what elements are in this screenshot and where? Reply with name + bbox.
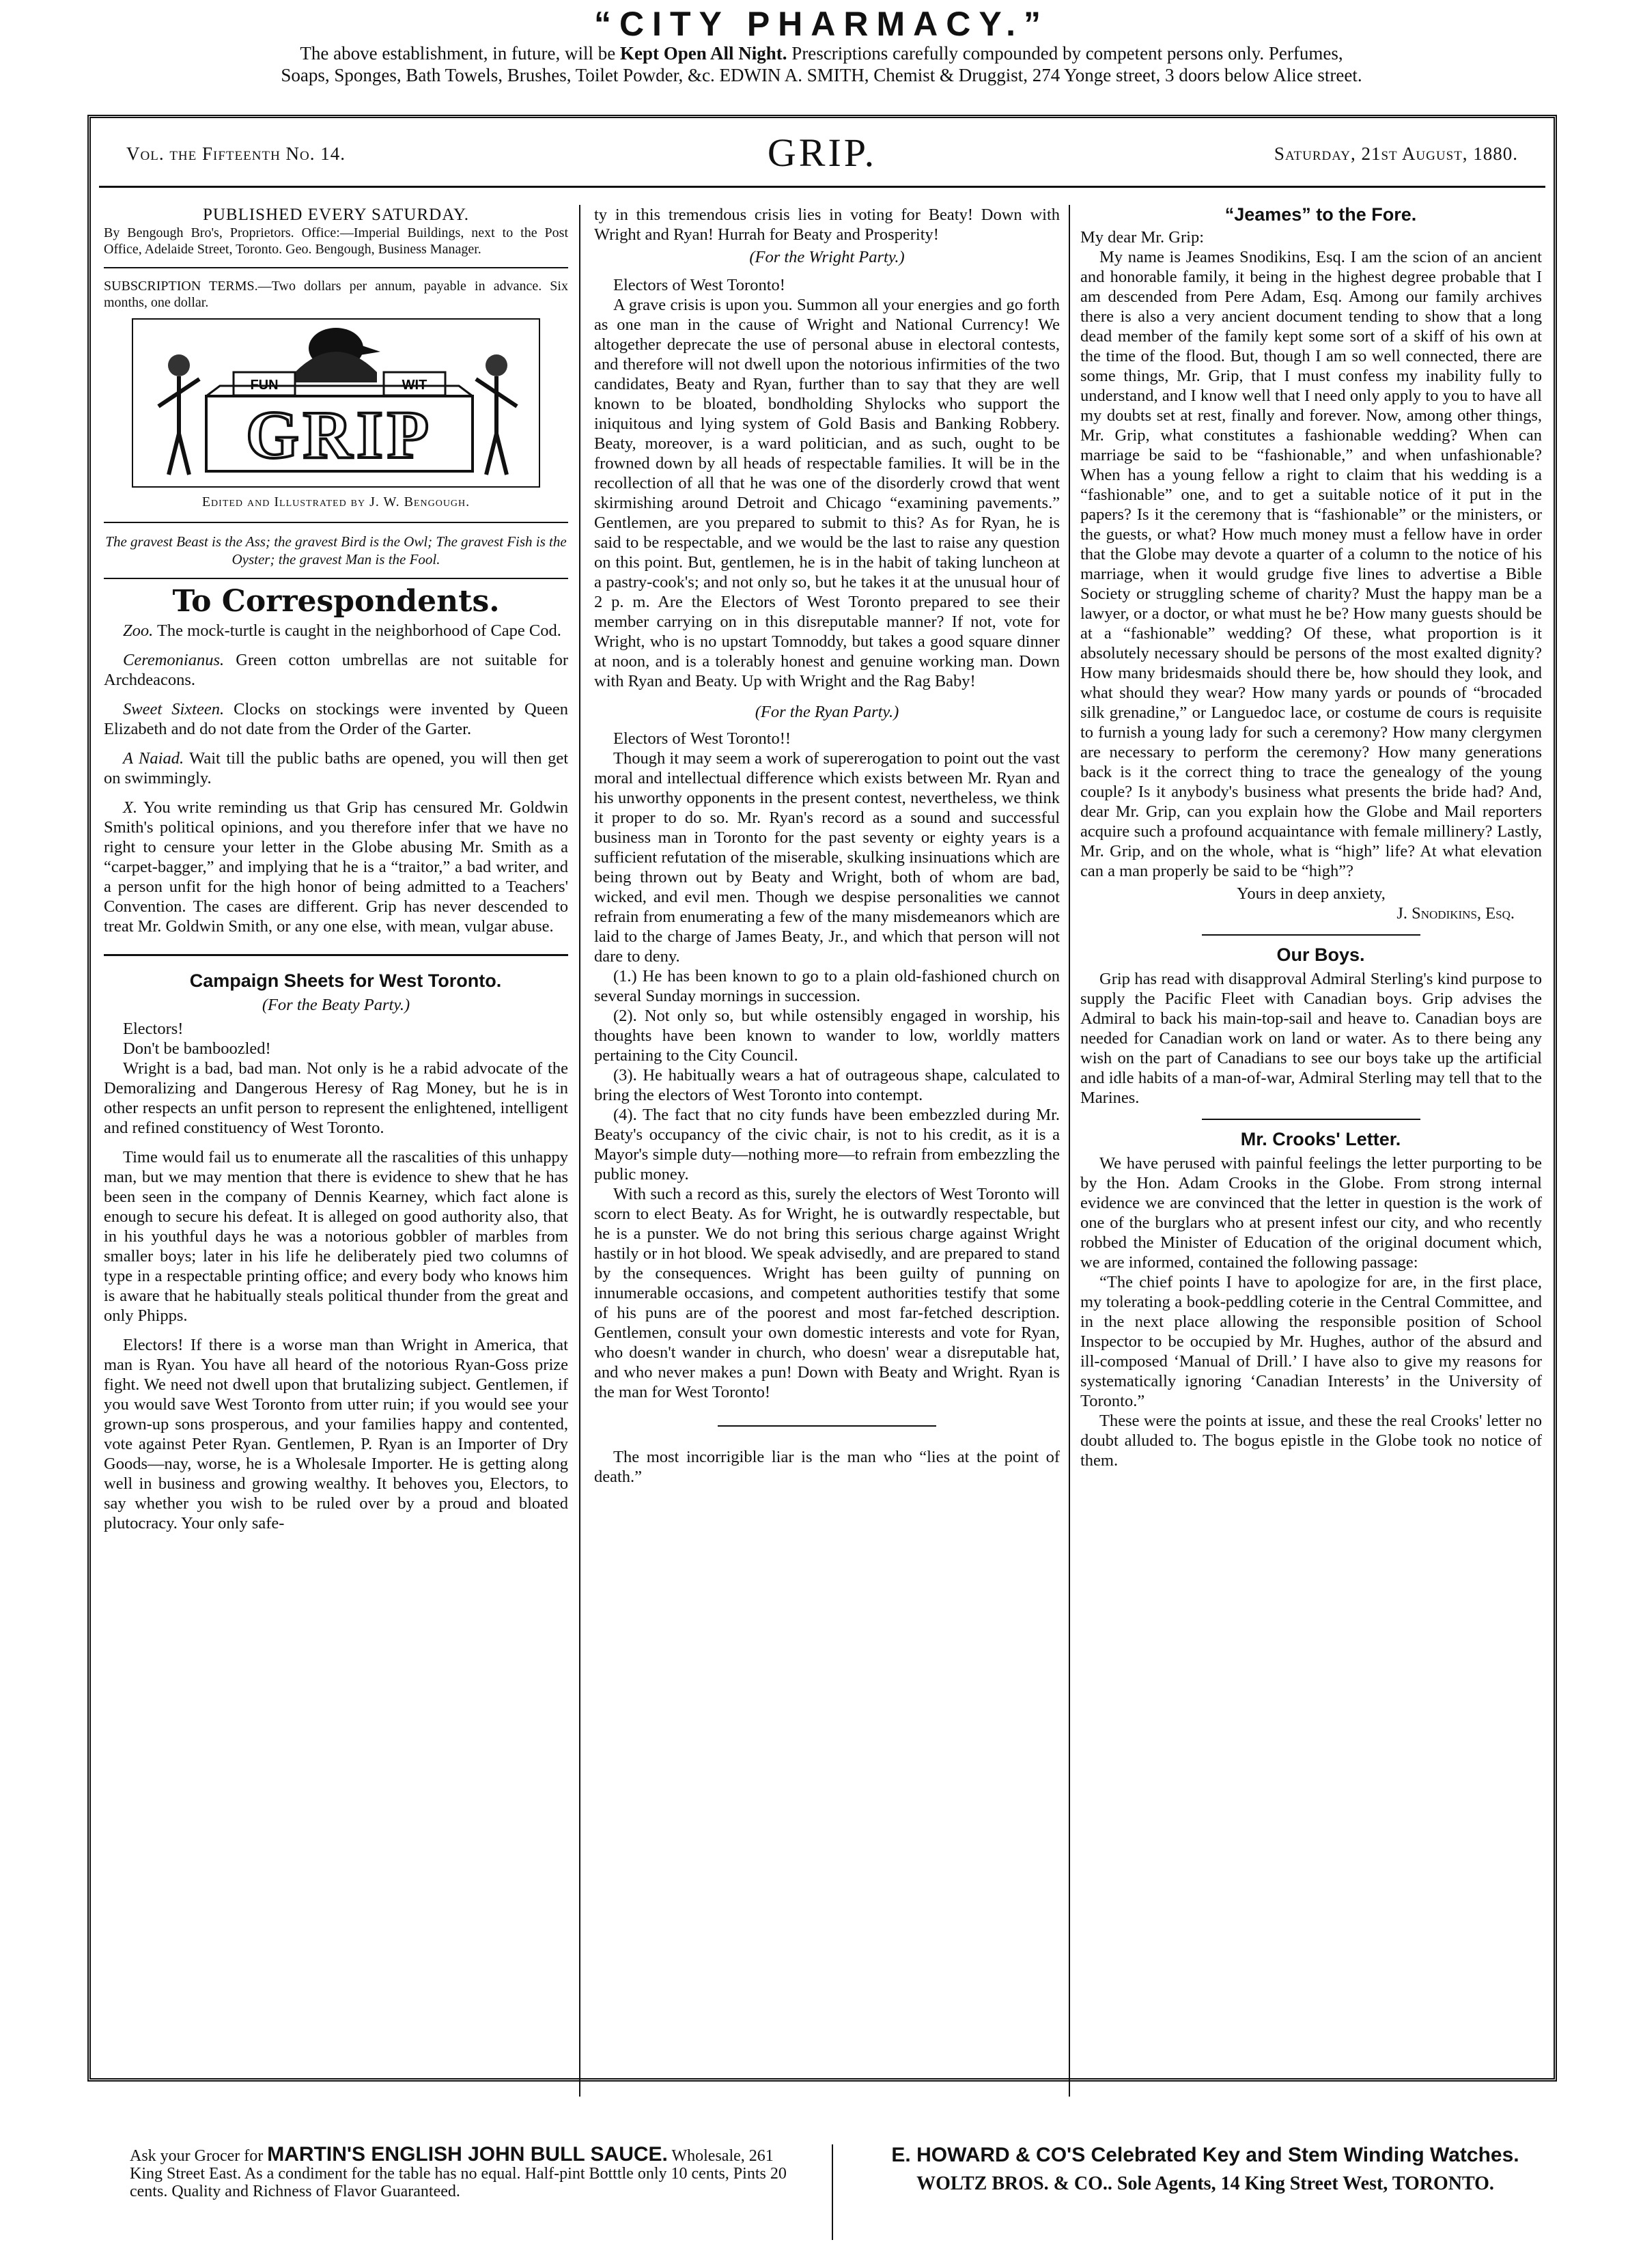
ryan-item: (2). Not only so, but while ostensibly engaged in worship, his thoughts have been known to wander to low, worldly matters pertaining to the City Council. xyxy=(594,1007,1060,1065)
campaign-heading: Campaign Sheets for West Toronto. xyxy=(189,970,502,991)
masthead xyxy=(99,130,1545,178)
corr-text: You write reminding us that Grip has censured Mr. Goldwin Smith's political opinions, and you therefore infer that we have no right to censure your letter in the Globe abusing Mr. Smith as a “carpet-bagger,” and implying that he is a “traitor,” a bad writer, and a person unfit for the high honor of being admitted to a Teachers' Convention. The cases are different. Grip has never descended to treat Mr. Goldwin Smith, or any one else, with mean, vulgar abuse. xyxy=(104,798,568,936)
column-3 xyxy=(1080,205,1542,1470)
corr-who: Zoo. xyxy=(123,621,154,640)
ryan-party-subhead: (For the Ryan Party.) xyxy=(755,703,899,721)
corr-who: Ceremonianus. xyxy=(123,651,225,669)
corr-item xyxy=(104,798,568,936)
corr-text: Green cotton umbrellas are not suitable for Archdeacons. xyxy=(104,651,568,689)
watch-ad-title: E. HOWARD & CO'S Celebrated Key and Stem Winding Watches. xyxy=(891,2144,1519,2166)
column-divider-1 xyxy=(579,205,580,2097)
published-notice: PUBLISHED EVERY SATURDAY. xyxy=(202,206,470,224)
closing: Yours in deep anxiety, xyxy=(1237,884,1386,903)
divider xyxy=(104,954,568,956)
sauce-ad-details: Wholesale, 261 King Street East. As a condiment for the table has no equal. Half-pint Botttle only 10 cents, Pints 20 cents. Quality and Richness of Flavor Guaranteed. xyxy=(130,2147,787,2200)
electors-line: Electors of West Toronto! xyxy=(613,276,785,294)
divider xyxy=(1202,934,1420,936)
corr-item xyxy=(104,621,568,641)
crooks-paragraph-1: We have perused with painful feelings the letter purporting to be by the Hon. Adam Crooks in the Globe. From strong internal evidence we are convinced that the letter in question is the work of one of the burglars who at present infest our city, and who recently robbed the Minister of Education of the original document which, we are informed, contained the following passage: xyxy=(1080,1154,1542,1272)
sauce-advertisement xyxy=(130,2143,799,2200)
crooks-heading: Mr. Crooks' Letter. xyxy=(1240,1129,1401,1149)
pharmacy-text-c: Prescriptions carefully compounded by competent persons only. Perfumes, xyxy=(787,43,1343,64)
grip-logo-illustration xyxy=(131,318,541,488)
our-boys-paragraph: Grip has read with disapproval Admiral Sterling's kind purpose to supply the Pacific Fleet with Canadian boys. Grip advises the Admiral to back his main-top-sail and heave to. Canadian boys are needed for Canadian work on land or water. As to there being any wish on the part of Canadians to see our boys take up the artificial and idle habits of a man-of-war, Admiral Sterling may tell that to the Marines. xyxy=(1080,970,1542,1107)
ryan-item: (4). The fact that no city funds have been embezzled during Mr. Beaty's occupancy of the civic chair, is not to his credit, as it is a Mayor's simple duty—nothing more—to refrain from embezzling the public money. xyxy=(594,1106,1060,1184)
newspaper-title: GRIP. xyxy=(767,130,877,175)
volume-number: Vol. the Fifteenth No. 14. xyxy=(126,143,346,164)
logo-fun-label: FUN xyxy=(250,378,279,393)
bamboozled-line: Don't be bamboozled! xyxy=(123,1039,271,1058)
logo-caption: Edited and Illustrated by J. W. Bengough. xyxy=(201,494,471,509)
corr-text: The mock-turtle is caught in the neighborhood of Cape Cod. xyxy=(153,621,561,640)
electors-line: Electors of West Toronto!! xyxy=(613,729,791,748)
corr-item xyxy=(104,650,568,690)
electors-line: Electors! xyxy=(123,1020,184,1038)
subscription-terms: SUBSCRIPTION TERMS.—Two dollars per annum, payable in advance. Six months, one dollar. xyxy=(104,279,568,310)
logo-grip-word: GRIP xyxy=(246,397,433,473)
watch-advertisement xyxy=(847,2144,1564,2195)
sauce-ad-intro: Ask your Grocer for xyxy=(130,2147,268,2165)
column-2 xyxy=(594,205,1060,1487)
jeames-paragraph: My name is Jeames Snodikins, Esq. I am the scion of an ancient and honorable family, it being in the highest degree probable that I am descended from Pere Adam, Esq. Among our family archives there is also a very ancient document tending to show that a long dead member of the family kept some sort of a skiff of his own at the time of the flood. But, though I am so well connected, there are some things, Mr. Grip, that I must confess my inability fully to understand, and I know well that I need only apply to you to have all my doubts set at rest, finally and forever. Now, among other things, Mr. Grip, what constitutes a fashionable wedding? When can marriage be said to be “fashionable,” and when unfashionable? When has a young fellow a right to claim that his wedding is a “fashionable” one, and to get a suitable notice of it put in the papers? Is it the ceremony that is “fashionable” or the ministers, or the guests, or what? How much money must a fellow have in order that the Globe may devote a quarter of a column to the notice of his marriage, when it would grudge five lines to advertise a Bible Society or struggling scheme of charity? Must the happy man be a lawyer, or a doctor, or what must he be? How many guests should be at a “fashionable” wedding? Of these, what proportion is it absolutely necessary should be persons of the most exalted dignity? How many bridesmaids should there be, how should they look, and what should they wear? How many yards or pounds of “brocaded silk grenadine,” or Languedoc lace, or costume de cours is requisite to furnish a young lady for such a ceremony? How many clergymen are necessary to perform the ceremony? How many generations back is it the correct thing to trace the genealogy of the young couple? Is it anybody's business what presents the bride had? And, dear Mr. Grip, can you explain how the Globe and Mail reporters acquire such a profound acquaintance with female millinery? Lastly, Mr. Grip, and on the whole, what is “high” life? At what elevation can a man properly be said to be “high”? xyxy=(1080,248,1542,880)
sauce-ad-brand: MARTIN'S ENGLISH JOHN BULL SAUCE. xyxy=(267,2143,668,2166)
jeames-heading: “Jeames” to the Fore. xyxy=(1224,204,1417,225)
ryan-item: (1.) He has been known to go to a plain old-fashioned church on several Sunday mornings in succession. xyxy=(594,967,1060,1005)
divider xyxy=(1202,1119,1420,1120)
pharmacy-line-2: Soaps, Sponges, Bath Towels, Brushes, Toilet Powder, &c. EDWIN A. SMITH, Chemist & Druggist, 274 Yonge street, 3 doors below Alice street. xyxy=(281,65,1362,85)
wright-paragraph: A grave crisis is upon you. Summon all your energies and go forth as one man in the cause of Wright and National Currency! We altogether deprecate the use of personal abuse in electoral contests, and therefore will not dwell upon the notorious infirmities of the two candidates, Beaty and Ryan, further than to say that they are well known to be bloated, bondholding Shylocks who support the iniquitous and lying system of Gold Basis and Banking Robbery. Beaty, moreover, is a ward politician, and as such, ought to be frowned down by all heads of respectable families. It will be in the recollection of all that he was one of the disorderly crowd that went skirmishing around Detroit and Chicago “examining pavements.” Gentlemen, are you prepared to submit to this? As for Ryan, he is said to be respectable, and we would be the last to raise any question on this point. But, gentlemen, he is in the habit of taking luncheon at a pastry-cook's; and not only so, but he takes it at the unusual hour of 2 p. m. Are the Electors of West Toronto prepared to see their member carrying on in this disreputable manner? If not, vote for Wright, who is no upstart Tomnoddy, but takes a good square dinner at noon, and is a tolerably honest and genuine working man. Down with Ryan and Beaty. Up with Wright and the Rag Baby! xyxy=(594,296,1060,690)
top-advertisement xyxy=(27,5,1616,86)
our-boys-heading: Our Boys. xyxy=(1276,944,1365,965)
ryan-item: (3). He habitually wears a hat of outrageous shape, calculated to bring the electors of West Toronto into contempt. xyxy=(594,1066,1060,1104)
divider xyxy=(104,267,568,268)
salutation: My dear Mr. Grip: xyxy=(1080,228,1204,247)
pharmacy-headline: “CITY PHARMACY.” xyxy=(593,5,1050,43)
grip-logo-icon xyxy=(131,318,541,488)
corr-text: Wait till the public baths are opened, you will then get on swimmingly. xyxy=(104,749,568,787)
pharmacy-line-1 xyxy=(27,42,1616,64)
logo-wit-label: WIT xyxy=(402,378,427,393)
ryan-paragraph-2: With such a record as this, surely the electors of West Toronto will scorn to elect Beaty. As for Wright, he is outwardly respectable, but he is a punster. We do not bring this serious charge against Wright hastily or in hot blood. We speak advisedly, and are prepared to stand by the consequences. Wright has been guilty of punning on innumerable occasions, and competent authorities testify that some of his puns are of the poorest and most far-fetched description. Gentlemen, consult your own domestic interests and vote for Ryan, who doesn't wander in church, who doesn' wear a disreputable hat, and who never makes a pun! Down with Beaty and Wright. Ryan is the man for West Toronto! xyxy=(594,1185,1060,1401)
crooks-quote: “The chief points I have to apologize for are, in the first place, my tolerating a book-peddling coterie in the Central Committee, and in the next place allowing the responsible position of School Inspector to be occupied by Mr. Hughes, author of the absurd and ill-composed ‘Manual of Drill.’ I have also to give my reasons for systematically ignoring ‘Canadian Interests’ in the University of Toronto.” xyxy=(1080,1273,1542,1410)
divider xyxy=(104,578,568,579)
corr-text: Clocks on stockings were invented by Queen Elizabeth and do not date from the Order of the Garter. xyxy=(104,700,568,738)
signature: J. Snodikins, Esq. xyxy=(1396,904,1515,923)
beaty-paragraph-3: Electors! If there is a worse man than Wright in America, that man is Ryan. You have all heard of the notorious Ryan-Goss prize fight. We need not dwell upon that brutalizing subject. Gentlemen, if you would save West Toronto from utter ruin; if you would see your grown-up sons prosperous, and your families happy and contented, vote against Peter Ryan. Gentlemen, P. Ryan is an Importer of Dry Goods—nay, worse, he is a Wholesale Importer. He is getting along well in business and growing wealthy. It behoves you, Electors, to say whether you wish to be ruled over by a proud and bloated plutocracy. Your only safe- xyxy=(104,1336,568,1532)
ad-divider xyxy=(832,2144,833,2240)
pharmacy-text-a: The above establishment, in future, will be xyxy=(300,43,621,64)
divider xyxy=(718,1425,936,1427)
corr-who: A Naiad. xyxy=(123,749,184,768)
wright-party-subhead: (For the Wright Party.) xyxy=(749,248,905,266)
beaty-party-subhead: (For the Beaty Party.) xyxy=(262,996,410,1014)
proprietors-notice: By Bengough Bro's, Proprietors. Office:—Imperial Buildings, next to the Post Office, Adelaide Street, Toronto. Geo. Bengough, Business Manager. xyxy=(104,225,568,257)
motto: The gravest Beast is the Ass; the gravest Bird is the Owl; The gravest Fish is the Oyster; the gravest Man is the Fool. xyxy=(105,533,567,568)
corr-item xyxy=(104,748,568,788)
pharmacy-text-bold: Kept Open All Night. xyxy=(620,43,787,64)
liar-quip: The most incorrigible liar is the man who “lies at the point of death.” xyxy=(594,1448,1060,1486)
corr-item xyxy=(104,699,568,739)
corr-who: X. xyxy=(123,798,138,817)
ryan-paragraph-1: Though it may seem a work of supererogation to point out the vast moral and intellectual difference which exists between Mr. Ryan and his unworthy opponents in the present contest, nevertheless, we think it proper to do so. Mr. Ryan's record as a sound and successful business man in Toronto for the past seventy or eighty years is a sufficient refutation of the miserable, skulking insinuations which are being thrown out by Beaty and Wright, both of whom are bad, wicked, and evil men. Though we despise personalities we cannot refrain from enumerating a few of the many misdemeanors which are laid to the charge of James Beaty, Jr., and which that person will not dare to deny. xyxy=(594,749,1060,966)
issue-date: Saturday, 21st August, 1880. xyxy=(1274,143,1518,164)
masthead-rule xyxy=(99,186,1545,188)
divider xyxy=(104,522,568,523)
column-1 xyxy=(104,205,568,1533)
crooks-paragraph-2: These were the points at issue, and these the real Crooks' letter no doubt alluded to. The bogus epistle in the Globe took no notice of them. xyxy=(1080,1412,1542,1470)
beaty-paragraph-end: ty in this tremendous crisis lies in voting for Beaty! Down with Wright and Ryan! Hurrah for Beaty and Prosperity! xyxy=(594,206,1060,244)
watch-ad-agents: WOLTZ BROS. & CO.. Sole Agents, 14 King Street West, TORONTO. xyxy=(916,2173,1494,2194)
column-divider-2 xyxy=(1069,205,1070,2097)
corr-who: Sweet Sixteen. xyxy=(123,700,225,718)
beaty-paragraph-2: Time would fail us to enumerate all the rascalities of this unhappy man, but we may mention that there is evidence to shew that he has been seen in the company of Dennis Kearney, which fact alone is enough to secure his defeat. It is alleged on good authority also, that in his youthful days he was a notorious gobbler of marbles from smaller boys; later in his life he deliberately pied two columns of type in a respectable printing office; and every body who knows him is aware that he habitually steals political thunder from the great and only Phipps. xyxy=(104,1148,568,1325)
correspondents-list xyxy=(104,621,568,936)
beaty-paragraph-1: Wright is a bad, bad man. Not only is he a rabid advocate of the Demoralizing and Dangerous Heresy of Rag Money, but he is in other respects an unfit person to represent the enlightened, intelligent and refined constituency of West Toronto. xyxy=(104,1059,568,1137)
correspondents-heading: To Correspondents. xyxy=(172,584,500,619)
